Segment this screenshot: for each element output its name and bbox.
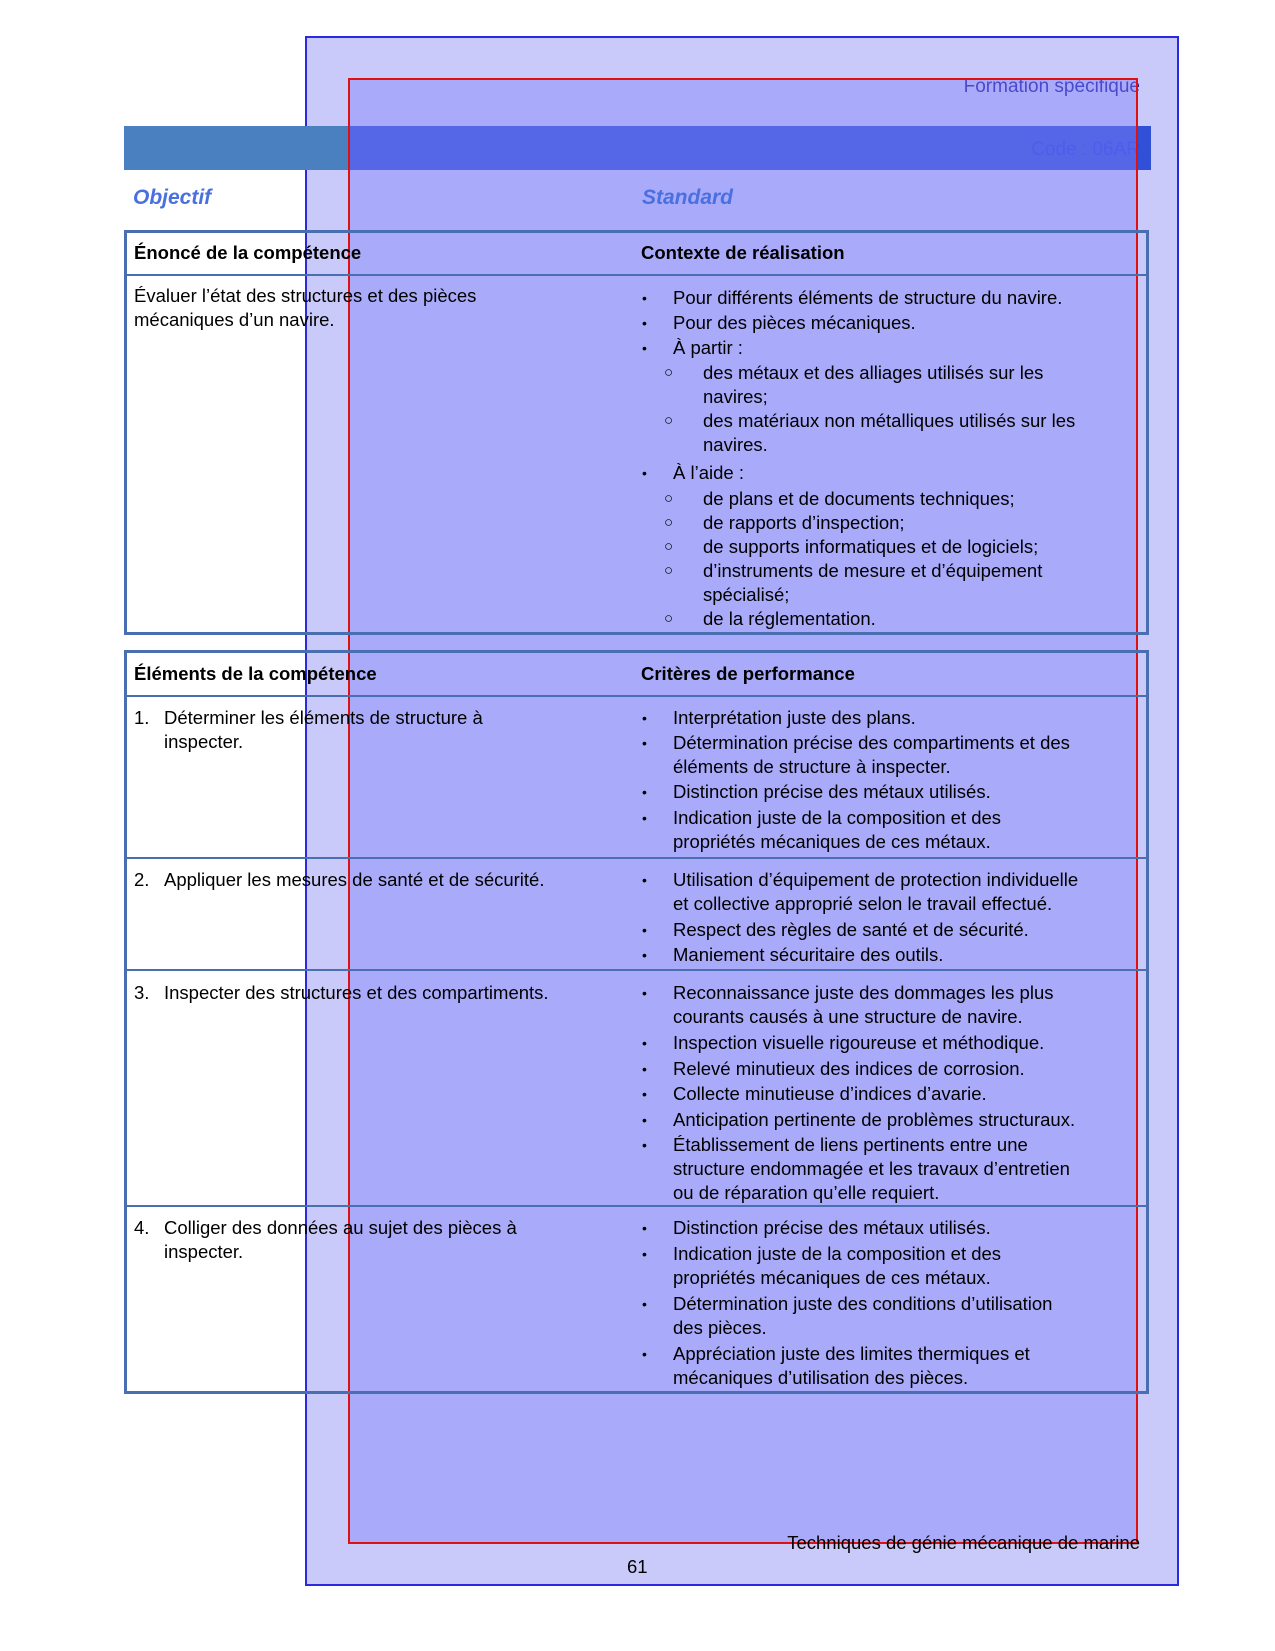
standard-heading: Standard: [642, 186, 734, 209]
elements-heading: Éléments de la compétence: [134, 663, 377, 684]
context-item: Pour différents éléments de structure du navire.: [673, 287, 1063, 308]
element-text: Déterminer les éléments de structure à: [164, 707, 483, 728]
bullet-icon: •: [642, 947, 647, 963]
bullet-icon: •: [642, 922, 647, 938]
context-sub-item: de la réglementation.: [703, 608, 876, 629]
bullet-icon: •: [642, 1086, 647, 1102]
element-text: inspecter.: [164, 1241, 244, 1262]
criterion-text: Utilisation d’équipement de protection individuelle: [673, 869, 1079, 890]
criterion-text: Inspection visuelle rigoureuse et méthodique.: [673, 1032, 1045, 1053]
criterion-text: Détermination précise des compartiments et des: [673, 732, 1070, 753]
bullet-icon: •: [642, 1112, 647, 1128]
footer-program: Techniques de génie mécanique de marine: [787, 1532, 1140, 1553]
context-sub-item: spécialisé;: [703, 584, 790, 605]
page-number: 61: [627, 1556, 648, 1577]
statement-table-divider: [124, 274, 1149, 276]
criterion-text: ou de réparation qu’elle requiert.: [673, 1182, 940, 1203]
bullet-icon: •: [642, 872, 647, 888]
elements-table-divider: [124, 695, 1149, 697]
bullet-icon: •: [642, 1061, 647, 1077]
criterion-text: propriétés mécaniques de ces métaux.: [673, 1267, 991, 1288]
context-item: À partir :: [673, 337, 743, 358]
sub-bullet-icon: ○: [664, 412, 674, 429]
criterion-text: courants causés à une structure de navire.: [673, 1006, 1023, 1027]
criterion-text: Respect des règles de santé et de sécurité.: [673, 919, 1029, 940]
context-item: À l’aide :: [673, 462, 744, 483]
element-number: 2.: [134, 869, 150, 890]
criteria-heading: Critères de performance: [641, 663, 855, 684]
context-heading: Contexte de réalisation: [641, 242, 845, 263]
context-sub-item: d’instruments de mesure et d’équipement: [703, 560, 1043, 581]
bullet-icon: •: [642, 1035, 647, 1051]
element-text: Colliger des données au sujet des pièces à: [164, 1217, 517, 1238]
criterion-text: Collecte minutieuse d’indices d’avarie.: [673, 1083, 987, 1104]
criterion-text: mécaniques d’utilisation des pièces.: [673, 1367, 969, 1388]
element-text: Appliquer les mesures de santé et de sécurité.: [164, 869, 545, 890]
bullet-icon: •: [642, 1220, 647, 1236]
row-divider-3: [124, 1205, 1149, 1207]
sub-bullet-icon: ○: [664, 610, 674, 627]
criterion-text: Détermination juste des conditions d’utilisation: [673, 1293, 1053, 1314]
bullet-icon: •: [642, 735, 647, 751]
context-sub-item: de supports informatiques et de logiciels;: [703, 536, 1039, 557]
criterion-text: Indication juste de la composition et des: [673, 1243, 1002, 1264]
statement-text: mécaniques d’un navire.: [134, 309, 335, 330]
criterion-text: propriétés mécaniques de ces métaux.: [673, 831, 991, 852]
element-text: inspecter.: [164, 731, 244, 752]
criterion-text: Distinction précise des métaux utilisés.: [673, 1217, 991, 1238]
context-sub-item: navires;: [703, 386, 768, 407]
competency-code: Code : 06AR: [1031, 139, 1140, 160]
context-sub-item: des métaux et des alliages utilisés sur les: [703, 362, 1044, 383]
row-divider-2: [124, 969, 1149, 971]
criterion-text: des pièces.: [673, 1317, 767, 1338]
bullet-icon: •: [642, 784, 647, 800]
criterion-text: éléments de structure à inspecter.: [673, 756, 951, 777]
objective-heading: Objectif: [133, 186, 212, 209]
context-sub-item: de plans et de documents techniques;: [703, 488, 1015, 509]
criterion-text: Établissement de liens pertinents entre une: [673, 1134, 1028, 1155]
sub-bullet-icon: ○: [664, 514, 674, 531]
criterion-text: Anticipation pertinente de problèmes structuraux.: [673, 1109, 1076, 1130]
bullet-icon: •: [642, 1346, 647, 1362]
sub-bullet-icon: ○: [664, 538, 674, 555]
criterion-text: Interprétation juste des plans.: [673, 707, 916, 728]
element-number: 3.: [134, 982, 150, 1003]
criterion-text: Relevé minutieux des indices de corrosion.: [673, 1058, 1025, 1079]
statement-text: Évaluer l’état des structures et des pièces: [134, 285, 477, 306]
row-divider-1: [124, 857, 1149, 859]
bullet-icon: •: [642, 465, 647, 481]
context-sub-item: navires.: [703, 434, 768, 455]
bullet-icon: •: [642, 340, 647, 356]
bullet-icon: •: [642, 1137, 647, 1153]
bullet-icon: •: [642, 315, 647, 331]
bullet-icon: •: [642, 810, 647, 826]
criterion-text: et collective approprié selon le travail effectué.: [673, 893, 1053, 914]
bullet-icon: •: [642, 290, 647, 306]
element-number: 4.: [134, 1217, 150, 1238]
bullet-icon: •: [642, 1296, 647, 1312]
bullet-icon: •: [642, 710, 647, 726]
criterion-text: Appréciation juste des limites thermiques et: [673, 1343, 1030, 1364]
context-item: Pour des pièces mécaniques.: [673, 312, 916, 333]
criterion-text: Indication juste de la composition et des: [673, 807, 1002, 828]
statement-heading: Énoncé de la compétence: [134, 242, 362, 263]
criterion-text: Maniement sécuritaire des outils.: [673, 944, 944, 965]
element-number: 1.: [134, 707, 150, 728]
criterion-text: Reconnaissance juste des dommages les plus: [673, 982, 1054, 1003]
criterion-text: Distinction précise des métaux utilisés.: [673, 781, 991, 802]
bullet-icon: •: [642, 1246, 647, 1262]
element-text: Inspecter des structures et des compartiments.: [164, 982, 549, 1003]
sub-bullet-icon: ○: [664, 562, 674, 579]
sub-bullet-icon: ○: [664, 490, 674, 507]
bullet-icon: •: [642, 985, 647, 1001]
criterion-text: structure endommagée et les travaux d’entretien: [673, 1158, 1070, 1179]
sub-bullet-icon: ○: [664, 364, 674, 381]
header-title: Formation spécifique: [963, 76, 1140, 97]
context-sub-item: des matériaux non métalliques utilisés sur les: [703, 410, 1076, 431]
context-sub-item: de rapports d’inspection;: [703, 512, 905, 533]
